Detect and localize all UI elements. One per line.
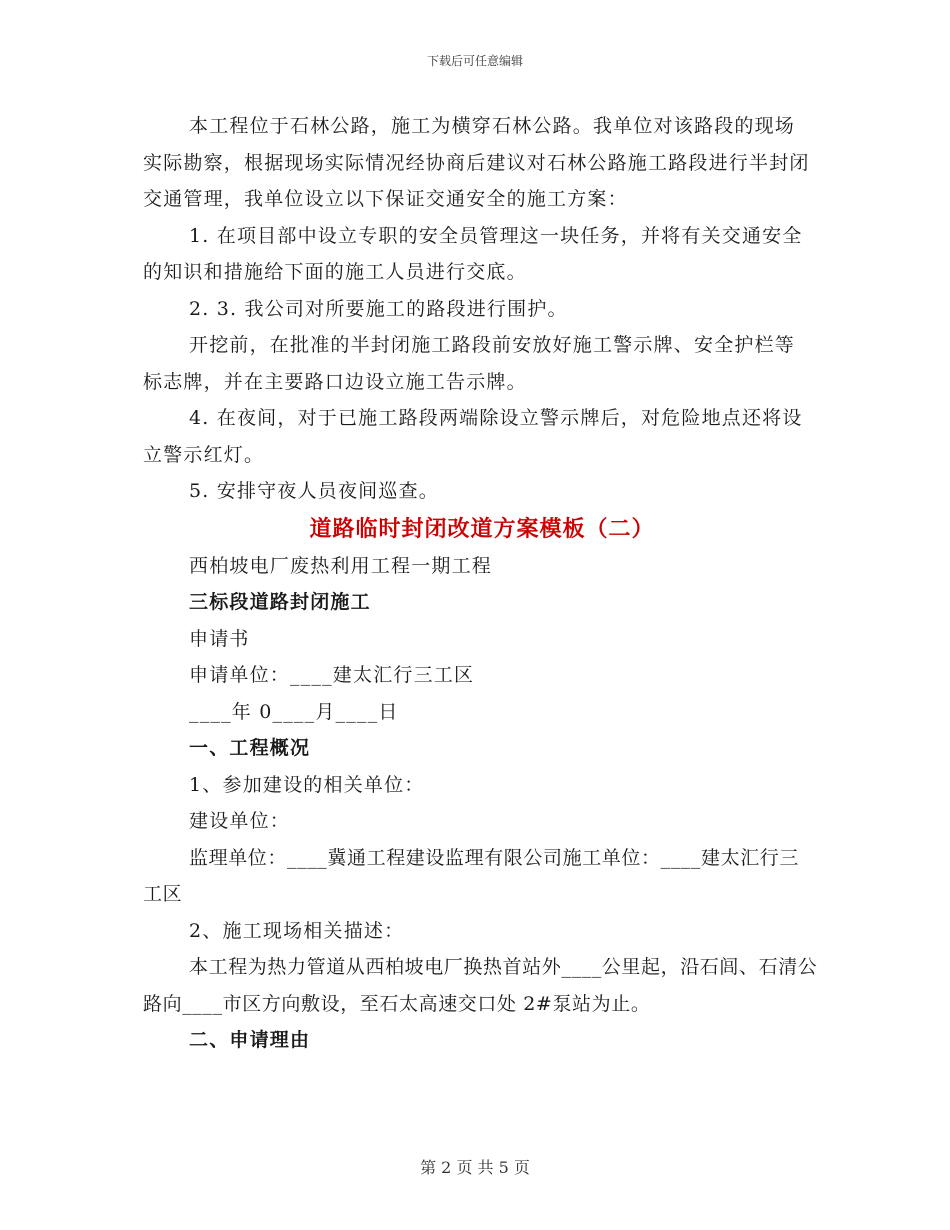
page-header: 下载后可任意编辑 xyxy=(426,54,523,68)
heading-project-overview: 一、工程概况 xyxy=(189,737,311,759)
site-description: 本工程为热力管道从西柏坡电厂换热首站外____公里起，沿石闾、石清公路向____市区方向敷设，至石太高速交口处 2#泵站为止。 xyxy=(143,956,818,1015)
paragraph-excavation: 开挖前，在批准的半封闭施工路段前安放好施工警示牌、安全护栏等标志牌，并在主要路口边设立施工告示牌。 xyxy=(143,334,796,393)
heading-application-reason: 二、申请理由 xyxy=(189,1029,311,1051)
document-body xyxy=(143,108,818,1059)
project-name: 西柏坡电厂废热利用工程一期工程 xyxy=(189,554,493,577)
paragraph-item-2-3: 2. 3. 我公司对所要施工的路段进行围护。 xyxy=(189,297,568,320)
project-subtitle: 三标段道路封闭施工 xyxy=(189,591,371,613)
applicant-unit: 申请单位：____建太汇行三工区 xyxy=(189,664,475,686)
section-title: 道路临时封闭改道方案模板（二） xyxy=(309,515,655,542)
site-description-label: 2、施工现场相关描述： xyxy=(189,919,405,942)
supervision-unit: 监理单位：____冀通工程建设监理有限公司施工单位：____建太汇行三工区 xyxy=(143,846,800,905)
paragraph-intro: 本工程位于石林公路，施工为横穿石林公路。我单位对该路段的现场实际勘察，根据现场实际情况经协商后建议对石林公路施工路段进行半封闭交通管理，我单位设立以下保证交通安全的施工方案： xyxy=(143,115,810,210)
page-footer: 第 2 页 共 5 页 xyxy=(420,1158,530,1177)
application-date: ____年 0____月____日 xyxy=(189,700,399,723)
related-units-label: 1、参加建设的相关单位： xyxy=(189,773,425,796)
construction-unit: 建设单位： xyxy=(189,810,291,832)
paragraph-item-1: 1. 在项目部中设立专职的安全员管理这一块任务，并将有关交通安全的知识和措施给下面的施工人员进行交底。 xyxy=(143,224,803,283)
paragraph-item-5: 5. 安排守夜人员夜间巡查。 xyxy=(189,480,439,502)
paragraph-item-4: 4. 在夜间，对于已施工路段两端除设立警示牌后，对危险地点还将设立警示红灯。 xyxy=(143,407,803,466)
document-type: 申请书 xyxy=(189,627,250,650)
